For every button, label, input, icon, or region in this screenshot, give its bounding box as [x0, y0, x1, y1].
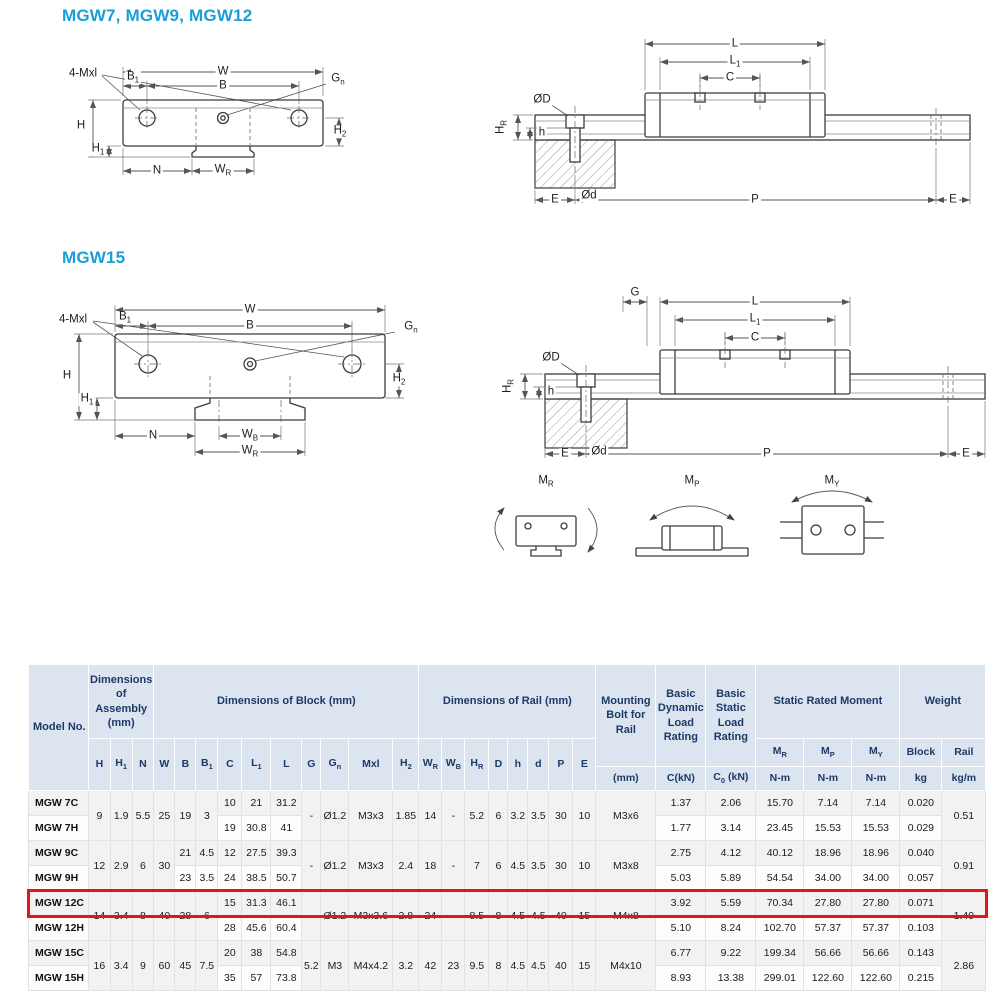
dim-label-n: N	[152, 164, 162, 177]
value-cell: 4.5	[528, 891, 549, 941]
value-cell: 2.75	[656, 841, 706, 866]
model-cell: MGW 7H	[29, 816, 89, 841]
value-cell: 57.37	[804, 916, 852, 941]
header-dim-symbol: B	[175, 739, 196, 791]
value-cell: 9	[132, 941, 154, 991]
width-dimensions	[115, 400, 305, 459]
dim-label-b1: $B_1$	[126, 70, 140, 85]
header-dim-symbol: D	[489, 739, 508, 791]
value-cell: 50.7	[271, 866, 302, 891]
dim-label-p: P	[751, 193, 759, 206]
value-cell: 1.77	[656, 816, 706, 841]
value-cell: 40.12	[756, 841, 804, 866]
dim-label-e-left: E	[551, 193, 559, 206]
value-cell: 3.5	[528, 841, 549, 891]
value-cell: 4.12	[706, 841, 756, 866]
header-dim-symbol: d	[528, 739, 549, 791]
value-cell: 299.01	[756, 966, 804, 991]
pitch-moment-icon	[636, 506, 748, 556]
side-large-line-art	[495, 286, 995, 461]
header-bolt-unit: (mm)	[596, 767, 656, 791]
dim-label-wb: $W_B$	[241, 428, 259, 443]
value-cell: 2.06	[706, 791, 756, 816]
header-dim-symbol: h	[508, 739, 528, 791]
value-cell: 18.96	[804, 841, 852, 866]
header-dim-symbol: $W_B$	[442, 739, 465, 791]
value-cell: Ø1.2	[321, 891, 349, 941]
value-cell: 4.5	[508, 941, 528, 991]
value-cell: -	[302, 891, 321, 941]
header-dynamic-load: Basic Dynamic Load Rating	[656, 665, 706, 767]
value-cell: 45	[175, 941, 196, 991]
value-cell: 4.5	[508, 891, 528, 941]
value-cell: 31.3	[242, 891, 271, 916]
value-cell: 0.020	[900, 791, 942, 816]
value-cell: 0.057	[900, 866, 942, 891]
header-dim-symbol: N	[132, 739, 154, 791]
header-dim-symbol: L	[271, 739, 302, 791]
value-cell: 12	[89, 841, 111, 891]
value-cell: 25	[154, 791, 175, 841]
value-cell: 1.49	[942, 891, 986, 941]
dim-label-bolt-dia: Ød	[591, 445, 607, 458]
value-cell: 199.34	[756, 941, 804, 966]
dim-label-c: C	[725, 71, 735, 84]
dim-label-4mxl: 4-Mxl	[68, 67, 98, 80]
value-cell: 54.54	[756, 866, 804, 891]
value-cell: 60	[154, 941, 175, 991]
value-cell: Ø1.2	[321, 791, 349, 841]
series-title-large: MGW15	[62, 248, 126, 267]
value-cell: 0.029	[900, 816, 942, 841]
dim-label-h1: $H_1$	[91, 142, 105, 157]
dim-label-c: C	[750, 331, 760, 344]
dim-label-w: W	[244, 303, 256, 316]
header-dim-symbol: $H_R$	[465, 739, 489, 791]
dim-label-l1: $L_1$	[729, 54, 741, 69]
value-cell: 16	[89, 941, 111, 991]
value-cell: 18.96	[852, 841, 900, 866]
value-cell: 2.4	[393, 841, 419, 891]
value-cell: 19	[175, 791, 196, 841]
value-cell: 6	[132, 841, 154, 891]
header-static-unit: $C_0$ (kN)	[706, 767, 756, 791]
value-cell: 0.143	[900, 941, 942, 966]
value-cell: 19	[218, 816, 242, 841]
value-cell: -	[442, 791, 465, 841]
value-cell: M3x6	[596, 791, 656, 841]
value-cell: 5.89	[706, 866, 756, 891]
value-cell: 2.86	[942, 941, 986, 991]
dim-label-l: L	[751, 295, 759, 308]
moment-diagrams	[480, 470, 910, 582]
header-dim-symbol: H	[89, 739, 111, 791]
dim-label-counterbore-dia: ØD	[533, 93, 551, 106]
value-cell: 18	[419, 841, 442, 891]
moment-label-my: $M_Y$	[824, 474, 840, 489]
value-cell: 30	[549, 791, 573, 841]
value-cell: 21	[175, 841, 196, 866]
header-weight-symbol: Block	[900, 739, 942, 767]
roll-moment-icon	[495, 508, 597, 556]
value-cell: 15.53	[804, 816, 852, 841]
value-cell: Ø1.2	[321, 841, 349, 891]
dim-label-b: B	[246, 319, 254, 332]
dim-label-h1: $H_1$	[80, 392, 94, 407]
header-moment-symbol: $M_R$	[756, 739, 804, 767]
value-cell: 15	[573, 891, 596, 941]
value-cell: 0.040	[900, 841, 942, 866]
spec-table-container	[28, 664, 986, 991]
value-cell: 102.70	[756, 916, 804, 941]
value-cell: 73.8	[271, 966, 302, 991]
dim-label-h2: $H_2$	[392, 372, 406, 387]
model-cell: MGW 15H	[29, 966, 89, 991]
value-cell: 6	[196, 891, 218, 941]
value-cell: -	[442, 841, 465, 891]
dim-label-bolt-dia: Ød	[581, 189, 597, 202]
value-cell: 45.6	[242, 916, 271, 941]
header-dim-symbol: G	[302, 739, 321, 791]
value-cell: 3.4	[110, 941, 132, 991]
value-cell: 3.5	[196, 866, 218, 891]
series-title-small: MGW7, MGW9, MGW12	[62, 6, 253, 25]
front-small-line-art	[55, 38, 355, 213]
value-cell: 56.66	[804, 941, 852, 966]
header-weight: Weight	[900, 665, 986, 739]
value-cell: 14	[89, 891, 111, 941]
value-cell: 5.2	[302, 941, 321, 991]
dim-label-n: N	[148, 429, 158, 442]
model-cell: MGW 9H	[29, 866, 89, 891]
value-cell: 9	[89, 791, 111, 841]
value-cell: 57.37	[852, 916, 900, 941]
dim-label-h: H	[62, 369, 72, 382]
value-cell: 41	[271, 816, 302, 841]
dim-label-wr: $W_R$	[214, 163, 232, 178]
value-cell: 7	[465, 841, 489, 891]
value-cell: 40	[154, 891, 175, 941]
value-cell: M3x3	[349, 841, 393, 891]
value-cell: 0.215	[900, 966, 942, 991]
dim-label-gn: $G_n$	[331, 72, 345, 87]
header-weight-unit: kg	[900, 767, 942, 791]
rail-cross-section	[195, 376, 305, 424]
value-cell: 2.8	[393, 891, 419, 941]
block-cross-section	[123, 100, 323, 146]
value-cell: 30.8	[242, 816, 271, 841]
table-row-mgw-12c	[29, 891, 986, 916]
value-cell: 40	[549, 891, 573, 941]
value-cell: 5.2	[465, 791, 489, 841]
value-cell: 7.14	[804, 791, 852, 816]
header-static-load: Basic Static Load Rating	[706, 665, 756, 767]
header-dynamic-unit: C(kN)	[656, 767, 706, 791]
value-cell: 1.85	[393, 791, 419, 841]
value-cell: 23	[442, 941, 465, 991]
value-cell: 10	[218, 791, 242, 816]
value-cell: 8	[489, 941, 508, 991]
moment-label-mp: $M_P$	[684, 474, 700, 489]
value-cell: 6	[489, 841, 508, 891]
dim-label-l1: $L_1$	[749, 312, 761, 327]
dim-label-e-right: E	[962, 447, 970, 460]
value-cell: 10	[573, 841, 596, 891]
value-cell: 1.9	[110, 791, 132, 841]
value-cell: 54.8	[271, 941, 302, 966]
value-cell: 24	[218, 866, 242, 891]
value-cell: 8.93	[656, 966, 706, 991]
header-dim-symbol: $W_R$	[419, 739, 442, 791]
value-cell: 6	[489, 791, 508, 841]
value-cell: 6.77	[656, 941, 706, 966]
header-dim-symbol: $L_1$	[242, 739, 271, 791]
model-cell: MGW 12H	[29, 916, 89, 941]
value-cell: 5.03	[656, 866, 706, 891]
value-cell: 9.5	[465, 941, 489, 991]
header-dim-symbol: W	[154, 739, 175, 791]
value-cell: 56.66	[852, 941, 900, 966]
value-cell: 3.14	[706, 816, 756, 841]
value-cell: 122.60	[852, 966, 900, 991]
value-cell: 5.10	[656, 916, 706, 941]
value-cell: 15	[573, 941, 596, 991]
value-cell: 24	[419, 891, 442, 941]
value-cell: 4.5	[528, 941, 549, 991]
table-row-mgw-15c	[29, 941, 986, 966]
value-cell: M3x3.6	[349, 891, 393, 941]
value-cell: 8	[489, 891, 508, 941]
value-cell: 3.4	[110, 891, 132, 941]
header-dim-symbol: $B_1$	[196, 739, 218, 791]
value-cell: -	[302, 791, 321, 841]
header-weight-symbol: Rail	[942, 739, 986, 767]
value-cell: 30	[549, 841, 573, 891]
value-cell: 14	[419, 791, 442, 841]
value-cell: 8.24	[706, 916, 756, 941]
dim-label-gn: $G_n$	[404, 320, 418, 335]
dim-label-h: H	[76, 119, 86, 132]
drawing-side-large	[495, 286, 995, 461]
header-block: Dimensions of Block (mm)	[154, 665, 419, 739]
value-cell: M3x8	[596, 841, 656, 891]
value-cell: 23	[175, 866, 196, 891]
value-cell: 34.00	[804, 866, 852, 891]
drawing-front-large	[45, 288, 445, 473]
value-cell: 38.5	[242, 866, 271, 891]
value-cell: 3	[196, 791, 218, 841]
header-model: Model No.	[29, 665, 89, 791]
value-cell: 12	[218, 841, 242, 866]
value-cell: 3.92	[656, 891, 706, 916]
dim-label-h2: $H_2$	[333, 124, 347, 139]
dim-label-w: W	[217, 65, 229, 78]
value-cell: 46.1	[271, 891, 302, 916]
value-cell: 15	[218, 891, 242, 916]
value-cell: 5.5	[132, 791, 154, 841]
dim-label-e-right: E	[949, 193, 957, 206]
value-cell: M3x3	[349, 791, 393, 841]
value-cell: 20	[218, 941, 242, 966]
dim-label-e-left: E	[561, 447, 569, 460]
value-cell: 0.91	[942, 841, 986, 891]
value-cell: 38	[242, 941, 271, 966]
header-dim-symbol: $H_2$	[393, 739, 419, 791]
value-cell: 0.071	[900, 891, 942, 916]
value-cell: 39.3	[271, 841, 302, 866]
value-cell: 15.53	[852, 816, 900, 841]
header-dim-symbol: $G_n$	[321, 739, 349, 791]
header-mounting-bolt: Mounting Bolt for Rail	[596, 665, 656, 767]
yaw-moment-icon	[780, 491, 884, 554]
dim-label-hr: $H_R$	[494, 119, 509, 135]
header-moment-unit: N-m	[756, 767, 804, 791]
header-dim-symbol: E	[573, 739, 596, 791]
header-moment-symbol: $M_Y$	[852, 739, 900, 767]
dim-label-hr: $H_R$	[501, 378, 516, 394]
header-static-moment: Static Rated Moment	[756, 665, 900, 739]
drawing-side-small	[490, 30, 980, 210]
header-dim-symbol: C	[218, 739, 242, 791]
dim-label-h-rail: h	[538, 126, 546, 139]
value-cell: 42	[419, 941, 442, 991]
table-row-mgw-9c	[29, 841, 986, 866]
value-cell: 40	[549, 941, 573, 991]
header-moment-symbol: $M_P$	[804, 739, 852, 767]
header-moment-unit: N-m	[852, 767, 900, 791]
value-cell: 9.22	[706, 941, 756, 966]
value-cell: 27.5	[242, 841, 271, 866]
dim-label-h-rail: h	[547, 385, 555, 398]
value-cell: 1.37	[656, 791, 706, 816]
value-cell: 0.51	[942, 791, 986, 841]
header-moment-unit: N-m	[804, 767, 852, 791]
value-cell: 10	[573, 791, 596, 841]
value-cell: 4.5	[196, 841, 218, 866]
header-rail: Dimensions of Rail (mm)	[419, 665, 596, 739]
value-cell: 0.103	[900, 916, 942, 941]
value-cell: 57	[242, 966, 271, 991]
header-weight-unit: kg/m	[942, 767, 986, 791]
moment-label-mr: $M_R$	[538, 474, 554, 489]
value-cell: 23.45	[756, 816, 804, 841]
value-cell: 28	[175, 891, 196, 941]
height-dimensions	[74, 334, 404, 420]
dim-label-wr: $W_R$	[241, 444, 259, 459]
value-cell: -	[442, 891, 465, 941]
block-side	[645, 75, 825, 137]
header-assembly: Dimensions of Assembly (mm)	[89, 665, 154, 739]
value-cell: 31.2	[271, 791, 302, 816]
value-cell: 27.80	[852, 891, 900, 916]
value-cell: M3	[321, 941, 349, 991]
value-cell: 5.59	[706, 891, 756, 916]
value-cell: M4x10	[596, 941, 656, 991]
model-cell: MGW 7C	[29, 791, 89, 816]
value-cell: 3.2	[508, 791, 528, 841]
dim-label-l: L	[731, 37, 739, 50]
dim-label-counterbore-dia: ØD	[542, 351, 560, 364]
value-cell: 35	[218, 966, 242, 991]
value-cell: 34.00	[852, 866, 900, 891]
model-cell: MGW 15C	[29, 941, 89, 966]
model-cell: MGW 9C	[29, 841, 89, 866]
drawing-front-small	[55, 38, 355, 213]
value-cell: 30	[154, 841, 175, 891]
value-cell: 8.5	[465, 891, 489, 941]
value-cell: 122.60	[804, 966, 852, 991]
value-cell: M4x4.2	[349, 941, 393, 991]
value-cell: 27.80	[804, 891, 852, 916]
dim-label-b: B	[219, 79, 227, 92]
dim-label-4mxl: 4-Mxl	[58, 313, 88, 326]
value-cell: 2.9	[110, 841, 132, 891]
value-cell: 13.38	[706, 966, 756, 991]
value-cell: 60.4	[271, 916, 302, 941]
length-dimensions	[623, 296, 850, 346]
value-cell: 15.70	[756, 791, 804, 816]
value-cell: 70.34	[756, 891, 804, 916]
header-dim-symbol: $H_1$	[110, 739, 132, 791]
spec-table	[28, 664, 986, 991]
value-cell: 3.5	[528, 791, 549, 841]
value-cell: 7.14	[852, 791, 900, 816]
dim-label-g: G	[630, 286, 640, 299]
value-cell: 28	[218, 916, 242, 941]
value-cell: 21	[242, 791, 271, 816]
dim-label-p: P	[763, 447, 771, 460]
value-cell: M4x8	[596, 891, 656, 941]
value-cell: 8	[132, 891, 154, 941]
dim-label-b1: $B_1$	[118, 310, 132, 325]
value-cell: 4.5	[508, 841, 528, 891]
value-cell: 7.5	[196, 941, 218, 991]
header-dim-symbol: Mxl	[349, 739, 393, 791]
value-cell: -	[302, 841, 321, 891]
model-cell: MGW 12C	[29, 891, 89, 916]
header-dim-symbol: P	[549, 739, 573, 791]
value-cell: 3.2	[393, 941, 419, 991]
table-row-mgw-7c	[29, 791, 986, 816]
